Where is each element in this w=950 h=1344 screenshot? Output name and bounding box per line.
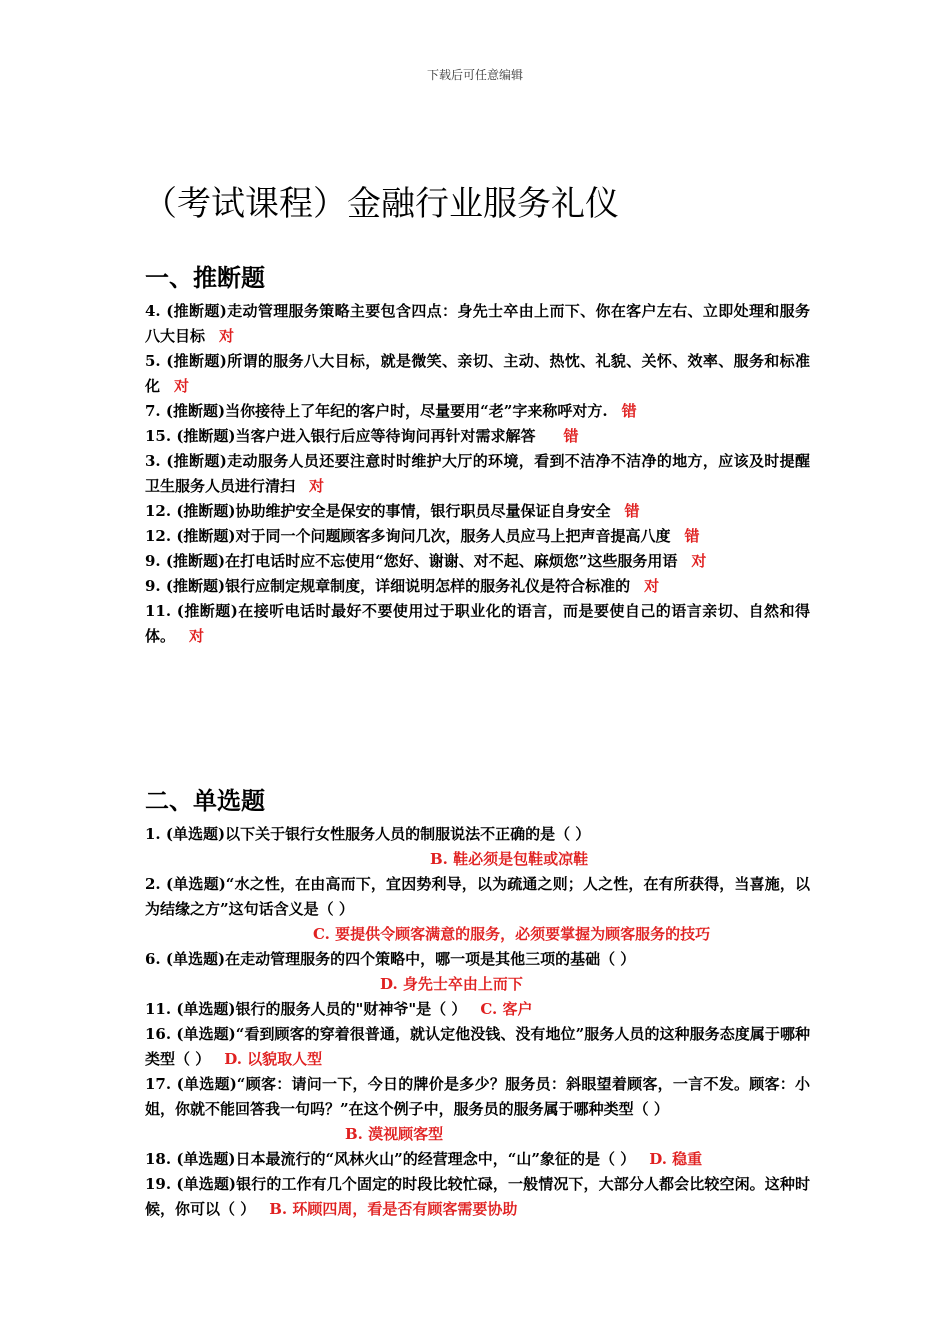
section-heading-single-choice: 二、单选题 [145, 787, 265, 815]
answer: 对 [174, 377, 190, 395]
single-choice-question [145, 1072, 810, 1122]
question-text: 3. (推断题)走动服务人员还要注意时时维护大厅的环境，看到不洁净不洁净的地方，应该及时提醒卫生服务人员进行清扫 [145, 452, 810, 495]
answer: D. 稳重 [649, 1150, 703, 1168]
judgment-question [145, 299, 810, 349]
judgment-question-list [145, 299, 810, 649]
judgment-question [145, 524, 810, 549]
question-text: 7. (推断题)当你接待上了年纪的客户时，尽量要用“老”字来称呼对方. [145, 402, 608, 420]
judgment-question [145, 549, 810, 574]
single-choice-question [145, 822, 810, 847]
section-judgment [145, 258, 810, 649]
single-choice-question [145, 947, 810, 972]
question-text: 12. (推断题)协助维护安全是保安的事情，银行职员尽量保证自身安全 [145, 502, 611, 520]
single-choice-question-list [145, 822, 810, 1222]
answer: 对 [644, 577, 660, 595]
question-text: 4. (推断题)走动管理服务策略主要包含四点：身先士卒由上而下、你在客户左右、立即处理和服务八大目标 [145, 302, 810, 345]
answer: 对 [219, 327, 235, 345]
question-text: 9. (推断题)在打电话时应不忘使用“您好、谢谢、对不起、麻烦您”这些服务用语 [145, 552, 678, 570]
section-single-choice [145, 781, 810, 1222]
single-choice-question [145, 997, 810, 1022]
question-text: 17. (单选题)“顾客：请问一下，今日的牌价是多少？服务员：斜眼望着顾客，一言不发。顾客：小姐，你就不能回答我一句吗？”在这个例子中，服务员的服务属于哪种类型（ ） [145, 1075, 810, 1118]
answer: C. 客户 [480, 1000, 533, 1018]
question-text: 12. (推断题)对于同一个问题顾客多询问几次，服务人员应马上把声音提高八度 [145, 527, 671, 545]
answer: B. 鞋必须是包鞋或凉鞋 [430, 850, 589, 868]
question-text: 16. (单选题)“看到顾客的穿着很普通，就认定他没钱、没有地位”服务人员的这种服务态度属于哪种类型（ ） [145, 1025, 810, 1068]
question-text: 11. (单选题)银行的服务人员的"财神爷"是（ ） [145, 1000, 467, 1018]
judgment-question [145, 574, 810, 599]
single-choice-question [145, 1172, 810, 1222]
question-text: 1. (单选题)以下关于银行女性服务人员的制服说法不正确的是（ ） [145, 825, 591, 843]
judgment-question [145, 449, 810, 499]
answer: 对 [309, 477, 325, 495]
judgment-question [145, 499, 810, 524]
answer: 错 [621, 402, 637, 420]
question-text: 5. (推断题)所谓的服务八大目标，就是微笑、亲切、主动、热忱、礼貌、关怀、效率、服务和标准化 [145, 352, 810, 395]
judgment-question [145, 599, 810, 649]
section-heading-judgment: 一、推断题 [145, 264, 265, 292]
question-text: 6. (单选题)在走动管理服务的四个策略中，哪一项是其他三项的基础（ ） [145, 950, 636, 968]
single-choice-question [145, 1147, 810, 1172]
single-choice-question [145, 872, 810, 922]
answer: C. 要提供令顾客满意的服务，必须要掌握为顾客服务的技巧 [313, 925, 711, 943]
question-text: 19. (单选题)银行的工作有几个固定的时段比较忙碌，一般情况下，大部分人都会比较空闲。这种时候，你可以（ ） [145, 1175, 810, 1218]
document-title: （考试课程）金融行业服务礼仪 [143, 184, 619, 224]
answer: B. 漠视顾客型 [345, 1125, 444, 1143]
question-text: 9. (推断题)银行应制定规章制度，详细说明怎样的服务礼仪是符合标准的 [145, 577, 631, 595]
judgment-question [145, 424, 810, 449]
question-text: 11. (推断题)在接听电话时最好不要使用过于职业化的语言，而是要使自己的语言亲切、自然和得体。 [145, 602, 810, 645]
answer: 错 [624, 502, 640, 520]
question-text: 2. (单选题)“水之性，在由高而下，宜因势利导，以为疏通之则；人之性，在有所获得，当喜施，以为结缘之方”这句话含义是（ ） [145, 875, 810, 918]
header-note: 下载后可任意编辑 [426, 68, 523, 82]
answer: D. 以貌取人型 [224, 1050, 323, 1068]
single-choice-question [145, 1022, 810, 1072]
answer: D. 身先士卒由上而下 [380, 975, 523, 993]
answer: 错 [684, 527, 700, 545]
answer: B. 环顾四周，看是否有顾客需要协助 [269, 1200, 518, 1218]
judgment-question [145, 399, 810, 424]
answer: 对 [189, 627, 205, 645]
answer: 错 [563, 427, 579, 445]
judgment-question [145, 349, 810, 399]
answer: 对 [691, 552, 707, 570]
question-text: 15. (推断题)当客户进入银行后应等待询问再针对需求解答 [145, 427, 536, 445]
question-text: 18. (单选题)日本最流行的“风林火山”的经营理念中，“山”象征的是（ ） [145, 1150, 636, 1168]
